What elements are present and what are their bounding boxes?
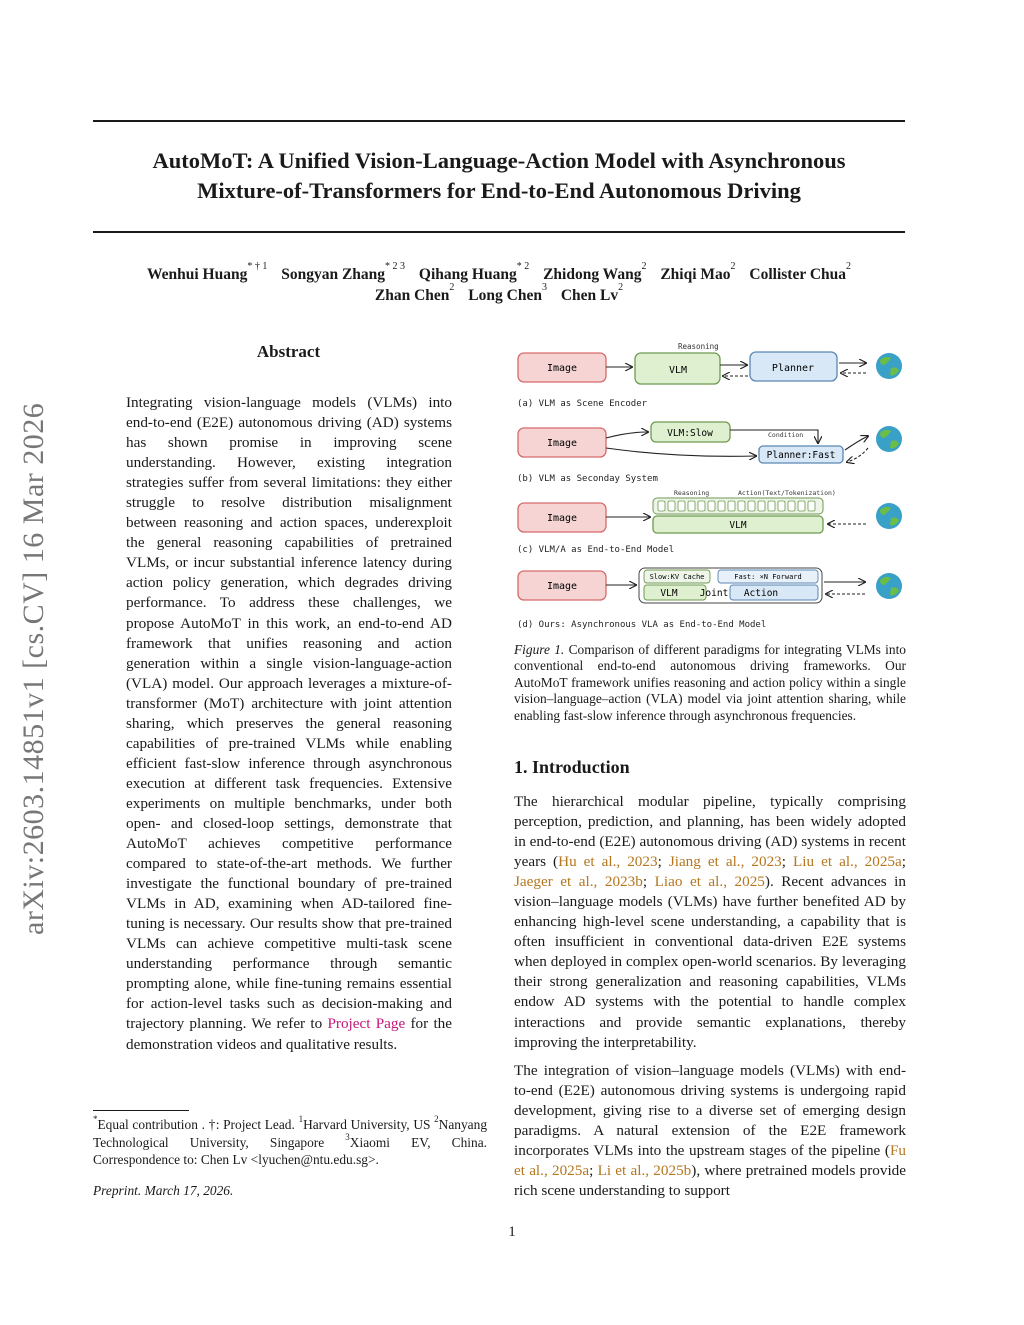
- figure-1-diagram: [508, 338, 908, 636]
- figure-label: Figure 1.: [514, 642, 565, 657]
- abstract-text: Integrating vision-language models (VLMs) into end-to-end (E2E) autonomous driving (AD) systems has shown promise in improving scene understanding. However, existing integration strategies suffer from several limitations: they either struggle to resolve distribution misalignment between reasoning and action spaces, underexploit the general reasoning capabilities of pretrained VLMs, or incur substantial inference latency during action policy generation, which degrades driving performance. To address these challenges, we propose AutoMoT in this work, an end-to-end AD framework that unifies reasoning and action generation within a single vision-language-action (VLA) model. Our approach leverages a mixture-of-transformer (MoT) architecture with joint attention sharing, which preserves the general reasoning capabilities of pre-trained VLMs while enabling efficient fast-slow inference through asynchronous execution at different task frequencies. Extensive experiments on multiple benchmarks, under both open- and closed-loop settings, demonstrate that AutoMoT achieves competitive performance compared to state-of-the-art methods. We further investigate the functional boundary of pre-trained VLMs in AD, examining when AD-tailored fine-tuning is necessary. Our results show that pre-trained VLMs can achieve competitive multi-task scene understanding performance through semantic prompting alone, while fine-tuning remains essential for action-level tasks such as decision-making and trajectory planning. We refer to: [126, 394, 452, 1033]
- author: Qihang Huang$^{* 2}$: [418, 261, 530, 283]
- citation-link[interactable]: Jaeger et al., 2023b: [514, 873, 643, 891]
- globe-icon: [876, 503, 902, 529]
- d-vlm-label: VLM: [660, 588, 678, 599]
- citation-link[interactable]: Liao et al., 2025: [654, 873, 765, 891]
- globe-icon: [876, 353, 902, 379]
- d-joint-label: Joint: [699, 588, 729, 599]
- figure-caption-text: Comparison of different paradigms for integrating VLMs into conventional end-to-end autonomous driving frameworks. Our AutoMoT framework unifies reasoning and action policy within a single vision–language–action (VLA) model via joint attention sharing, while enabling fast-slow inference through asynchronous frequencies.: [514, 642, 906, 723]
- abstract-heading: Abstract: [256, 342, 321, 361]
- b-vlm-slow-label: VLM:Slow: [667, 428, 713, 439]
- title-top-rule: [93, 120, 905, 122]
- section-heading: 1. Introduction: [514, 757, 630, 777]
- abstract-tail: for the demonstration videos and qualitative results.: [126, 1015, 452, 1053]
- author-line-1: [93, 261, 905, 285]
- title-line-1: AutoMoT: A Unified Vision-Language-Action Model with Asynchronous: [152, 148, 846, 173]
- intro-paragraph-2: The integration of vision–language models (VLMs) with end-to-end (E2E) autonomous driving systems is undergoing rapid development, giving rise to a diverse set of emerging design paradigms. A natural extension of the E2E framework incorporates VLMs into the upstream stages of the pipeline (Fu et al., 2025a; Li et al., 2025b), where pretrained models provide rich scene understanding to support: [514, 1062, 907, 1200]
- project-page-link[interactable]: Project Page: [327, 1015, 406, 1033]
- citation-link[interactable]: Li et al., 2025b: [597, 1162, 692, 1180]
- figure-caption: [514, 642, 906, 724]
- footnote-rule: [93, 1110, 189, 1111]
- c-reasoning-label: Reasoning: [674, 489, 710, 497]
- title-bottom-rule: [93, 231, 905, 233]
- intro-paragraph-1: The hierarchical modular pipeline, typically comprising perception, prediction, and planning, has been widely adopted in end-to-end (E2E) autonomous driving (AD) systems in recent years (Hu et al., 2023; Jiang et al., 2023; Liu et al., 2025a; Jaeger et al., 2023b; Liao et al., 2025). Recent advances in vision–language models (VLMs) have further benefited AD by enhancing high-level scene understanding, a capability that is often insufficient in conventional data-driven E2E systems when deployed in complex open-world scenarios. By leveraging their strong generalization and reasoning capabilities, VLMs endow AD systems with the potential to handle complex interactions and provide semantic explanations, thereby improving the interpretability.: [514, 793, 906, 1051]
- c-caption: (c) VLM/A as End-to-End Model: [517, 545, 675, 555]
- b-image-label: Image: [546, 438, 578, 449]
- citation-link[interactable]: Jiang et al., 2023: [668, 853, 782, 871]
- title-line-2: Mixture-of-Transformers for End-to-End Autonomous Driving: [197, 178, 801, 203]
- c-action-label: Action(Text/Tokenization): [738, 489, 836, 497]
- globe-icon: [876, 573, 902, 599]
- author-line-2: [93, 282, 905, 306]
- b-planner-fast-label: Planner:Fast: [766, 450, 836, 461]
- author: Zhiqi Mao$^2$: [660, 261, 736, 283]
- d-slow-kv-label: Slow:KV Cache: [649, 573, 705, 581]
- citation-link[interactable]: Hu et al., 2023: [558, 853, 658, 871]
- d-image-label: Image: [546, 581, 578, 592]
- a-vlm-label: VLM: [668, 365, 688, 376]
- b-arrow: [606, 432, 648, 438]
- preprint-note: Preprint. March 17, 2026.: [93, 1183, 234, 1198]
- footnote: *Equal contribution . †: Project Lead. $^1$Harvard University, US $^2$Nanyang Technological University, Singapore $^3$Xiaomi EV, China. Correspondence to: Chen Lv <lyuchen@ntu.edu.sg>.: [93, 1114, 488, 1167]
- author: Collister Chua$^2$: [749, 261, 852, 283]
- paper-title: [93, 146, 905, 206]
- abstract-body: [126, 393, 452, 1055]
- author: Zhidong Wang$^2$: [543, 261, 647, 283]
- citation-link[interactable]: Fu et al., 2025a: [514, 1142, 906, 1180]
- author-list: [93, 261, 905, 306]
- author: Long Chen$^3$: [468, 282, 547, 304]
- author: Wenhui Huang$^{* \dagger 1}$: [146, 261, 268, 283]
- d-fast-forward-label: Fast: ×N Forward: [734, 573, 802, 581]
- c-vlm-label: VLM: [729, 520, 747, 531]
- b-caption: (b) VLM as Seconday System: [517, 474, 658, 484]
- a-image-label: Image: [546, 363, 578, 374]
- b-condition-label: Condition: [768, 431, 804, 439]
- b-arrow: [845, 436, 868, 450]
- arxiv-identifier: arXiv:2603.14851v1 [cs.CV] 16 Mar 2026: [17, 402, 50, 935]
- c-image-label: Image: [546, 513, 578, 524]
- d-action-label: Action: [743, 588, 779, 599]
- a-caption: (a) VLM as Scene Encoder: [517, 399, 648, 409]
- citation-link[interactable]: Liu et al., 2025a: [793, 853, 902, 871]
- author: Chen Lv$^2$: [560, 282, 624, 304]
- b-feedback-arrow: [847, 448, 868, 462]
- d-caption: (d) Ours: Asynchronous VLA as End-to-End Model: [517, 620, 767, 630]
- globe-icon: [876, 426, 902, 452]
- author: Songyan Zhang$^{* 2 3}$: [281, 261, 406, 283]
- author: Zhan Chen$^2$: [374, 282, 455, 304]
- a-reasoning-label: Reasoning: [678, 342, 719, 351]
- page-number: 1: [508, 1224, 516, 1240]
- b-arrow: [606, 448, 756, 456]
- a-planner-label: Planner: [771, 363, 815, 374]
